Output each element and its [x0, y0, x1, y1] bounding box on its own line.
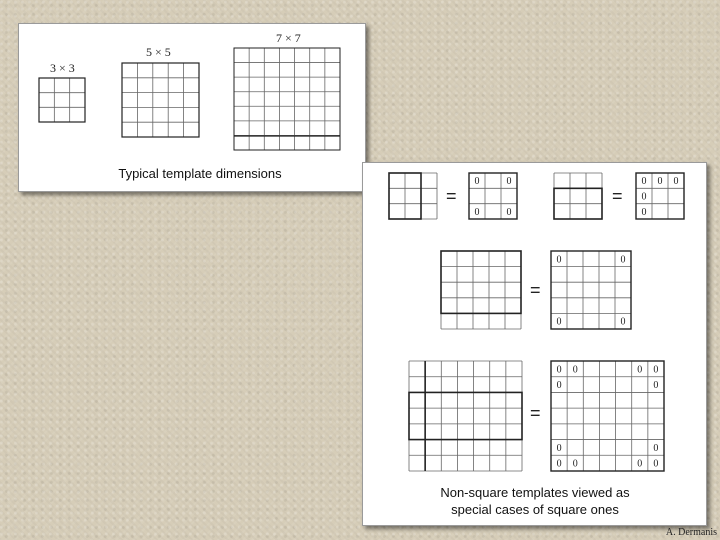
zero-entry: 0	[572, 364, 578, 376]
zero-entry: 0	[637, 458, 643, 470]
zero-entry: 0	[653, 364, 659, 376]
zero-entry: 0	[556, 364, 562, 376]
zero-entry: 0	[641, 176, 647, 188]
credit: A. Dermanis	[665, 527, 717, 538]
zero-entry: 0	[474, 206, 480, 218]
grid-outline	[409, 392, 522, 439]
zero-entry: 0	[474, 176, 480, 188]
bottom-caption-line-2: special cases of square ones	[451, 502, 619, 517]
zero-entry: 0	[506, 206, 512, 218]
zero-entry: 0	[653, 442, 659, 454]
nonsquare-3x2-a	[388, 172, 438, 220]
grid-outline	[551, 251, 631, 329]
zero-entry: 0	[641, 206, 647, 218]
square-5x5	[550, 250, 632, 330]
grid-3x3	[38, 77, 86, 123]
grid-7x7	[233, 47, 341, 151]
zero-entry: 0	[620, 254, 626, 266]
square-7x7	[550, 360, 665, 472]
equals-sign: =	[446, 186, 457, 206]
nonsquare-5x4	[440, 250, 522, 330]
zero-entry: 0	[556, 254, 562, 266]
zero-entry: 0	[637, 364, 643, 376]
zero-entry: 0	[572, 458, 578, 470]
zero-entry: 0	[653, 380, 659, 392]
zero-entry: 0	[556, 380, 562, 392]
zero-entry: 0	[556, 442, 562, 454]
label-3x3: 3 × 3	[50, 61, 75, 75]
zero-entry: 0	[556, 316, 562, 328]
nonsquare-7x5	[408, 360, 523, 472]
equals-sign: =	[612, 186, 623, 206]
top-caption: Typical template dimensions	[118, 166, 282, 181]
zero-entry: 0	[657, 176, 663, 188]
square-3x3-a	[468, 172, 518, 220]
zero-entry: 0	[641, 191, 647, 203]
zero-entry: 0	[506, 176, 512, 188]
square-3x3-b	[635, 172, 685, 220]
nonsquare-3x2-b	[553, 172, 603, 220]
label-5x5: 5 × 5	[146, 45, 171, 59]
zero-entry: 0	[653, 458, 659, 470]
label-7x7: 7 × 7	[276, 31, 301, 45]
bottom-caption	[400, 484, 670, 518]
bottom-caption-line-1: Non-square templates viewed as	[440, 485, 630, 500]
equals-sign: =	[530, 403, 541, 423]
equals-sign: =	[530, 280, 541, 300]
grid-outline	[234, 48, 340, 150]
grid-5x5	[121, 62, 200, 138]
grid-outline	[551, 361, 664, 471]
grid-outline	[122, 63, 199, 137]
zero-entry: 0	[556, 458, 562, 470]
zero-entry: 0	[673, 176, 679, 188]
zero-entry: 0	[620, 316, 626, 328]
grid-outline	[39, 78, 85, 122]
